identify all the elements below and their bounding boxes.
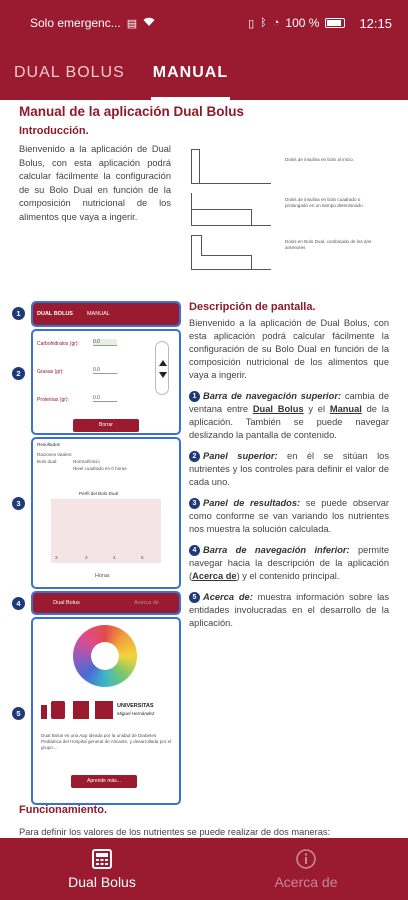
bottom-nav-dual-bolus[interactable] [0, 838, 204, 900]
intro-heading: Introducción. [19, 125, 89, 137]
mockup-logo-block [73, 701, 89, 719]
mockup-chart-title: Perfil del Bolo Dual [79, 491, 119, 496]
item-text: muestra información sobre las entidades involucradas en el desarrollo de la aplicación. [189, 592, 389, 628]
bottom-nav-label: Acerca de [274, 874, 338, 890]
mockup-results-line: Bolo dual: [37, 459, 58, 464]
mockup-bottom-right: Acerca de [134, 600, 159, 606]
mockup-results-title: Resultados [37, 442, 60, 447]
mockup-number-1: 1 [12, 307, 25, 320]
item-text: en él se sitúan los nutrientes y los controles para definir el valor de cada uno. [189, 451, 389, 487]
mockup-number-5: 5 [12, 707, 25, 720]
bolus-diagram [189, 143, 389, 273]
mockup-results-line: Raciones totales: [37, 452, 73, 457]
battery-icon [325, 18, 345, 28]
mockup-university: UNIVERSITAS [117, 703, 154, 709]
item-title: Panel superior: [203, 451, 278, 461]
item-text: cambia de ventana entre [189, 391, 389, 414]
mockup-chart-xlabel: Horas [95, 573, 110, 579]
desc-item-3 [189, 497, 389, 536]
mockup-field-protein: Proteínas (gr): [37, 397, 69, 403]
item-text: de la aplicación. También se puede navegar deslizando la pantalla de contenido. [189, 404, 389, 440]
bottom-nav-about[interactable] [204, 838, 408, 900]
screen-heading: Descripción de pantalla. [189, 301, 316, 313]
battery-text: 100 % [285, 16, 320, 30]
clock-time: 12:15 [359, 15, 392, 31]
bluetooth-icon: ᛒ [260, 17, 267, 29]
mockup-logo-circle [73, 625, 137, 687]
vibrate-icon: ▯ [248, 17, 255, 30]
mockup-chart-tick: 3 [55, 555, 58, 560]
mockup-value-fat: 0.0 [93, 367, 117, 374]
intro-text: Bienvenido a la aplicación de Dual Bolus, con esta aplicación podrá calcular fácilmente la configuración de su Bolo Dual en función de la composición nutricional de los alimentos que vaya a ingerir. [19, 144, 171, 222]
item-title: Panel de resultados: [203, 498, 301, 508]
item-title: Acerca de: [203, 592, 253, 602]
mockup-results-line: Normal/Inicio [73, 459, 100, 464]
tab-dual-bolus[interactable]: DUAL BOLUS [14, 64, 125, 81]
function-heading: Funcionamiento. [19, 804, 107, 816]
alarm-icon: ◔ [272, 17, 280, 29]
function-text: Para definir los valores de los nutrientes se puede realizar de dos maneras: [19, 827, 331, 837]
mockup-field-fat: Grasas (gr): [37, 369, 64, 375]
item-link: Manual [329, 404, 362, 414]
mockup-chart-tick: 4 [113, 555, 116, 560]
file-icon: ▤ [126, 17, 138, 30]
diagram-label-2: Dosis de insulina en bolo cuadrado o prolongado en un tiempo determinado [285, 197, 363, 208]
item-link: Acerca de [192, 571, 237, 581]
desc-item-1 [189, 390, 389, 442]
item-badge: 2 [189, 451, 200, 462]
item-badge: 4 [189, 545, 200, 556]
desc-item-4 [189, 544, 389, 583]
item-badge: 1 [189, 391, 200, 402]
item-badge: 5 [189, 592, 200, 603]
calculator-icon [91, 848, 113, 870]
mockup-clear-button: Borrar [73, 419, 139, 432]
diagram-label-3: Dosis en Bolo Dual, combinado de los dos anteriores [285, 239, 372, 250]
status-bar [0, 0, 408, 46]
mockup-logo-block [51, 701, 65, 719]
item-text: permite navegar hacia la descripción de la aplicación ( [189, 545, 389, 581]
mockup-stepper [155, 341, 169, 395]
desc-item-2 [189, 450, 389, 489]
mockup-chart-area [51, 499, 161, 563]
mockup-value-protein: 0.0 [93, 395, 117, 402]
item-title: Barra de navegación inferior: [203, 545, 350, 555]
manual-content[interactable] [0, 100, 408, 838]
bottom-nav-label: Dual Bolus [68, 874, 136, 890]
mockup-value-carbs: 0.0 [93, 339, 117, 346]
item-title: Barra de navegación superior: [203, 391, 342, 401]
top-tab-bar [0, 46, 408, 100]
diagram-label-1: Dosis de insulina en bolo al inicio. [285, 157, 354, 162]
mockup-number-4: 4 [12, 597, 25, 610]
desc-item-5 [189, 591, 389, 630]
mockup-number-2: 2 [12, 367, 25, 380]
mockup-results-line: Nivel cuadrado en 0 horas [73, 466, 127, 471]
mockup-about-text: Dual Bolus es una App ideada por la unidad de Diabetes Pediátrica del Hospital general de Alicante, y desarrollada por el grupo ... [41, 733, 172, 750]
mockup-learn-more-button: Aprende más... [71, 775, 137, 788]
item-badge: 3 [189, 498, 200, 509]
item-text: ) y el contenido principal. [236, 571, 340, 581]
wifi-icon [143, 17, 155, 30]
carrier-text: Solo emergenc... [30, 16, 121, 30]
mockup-number-3: 3 [12, 497, 25, 510]
mockup-chart-tick: 5 [141, 555, 144, 560]
mockup-nav-right: MANUAL [86, 311, 110, 317]
item-text: y el [303, 404, 330, 414]
bottom-nav [0, 838, 408, 900]
mockup-bottom-left: Dual Bolus [53, 600, 80, 606]
mockup-chart-tick: 3 [85, 555, 88, 560]
item-text: se puede observar como conforme se van variando los nutrientes nos muestra la solución calculada. [189, 498, 389, 534]
mockup-logo-block [41, 705, 47, 719]
mockup-nav-left: DUAL BOLUS [37, 311, 73, 317]
info-icon [295, 848, 317, 870]
screen-intro: Bienvenido a la aplicación de Dual Bolus, con esta aplicación podrá calcular fácilmente la configuración de su Bolo Dual en función de la composición nutricional de los alimentos que vaya a ingerir. [189, 318, 389, 380]
screen-mockup [16, 301, 181, 784]
mockup-logo-block [95, 701, 113, 719]
item-link: Dual Bolus [252, 404, 304, 414]
mockup-field-carbs: Carbohidratos (gr): [37, 341, 79, 347]
mockup-university-sub: Miguel Hernández [117, 711, 155, 716]
manual-title: Manual de la aplicación Dual Bolus [19, 104, 245, 119]
tab-manual[interactable]: MANUAL [139, 46, 242, 100]
